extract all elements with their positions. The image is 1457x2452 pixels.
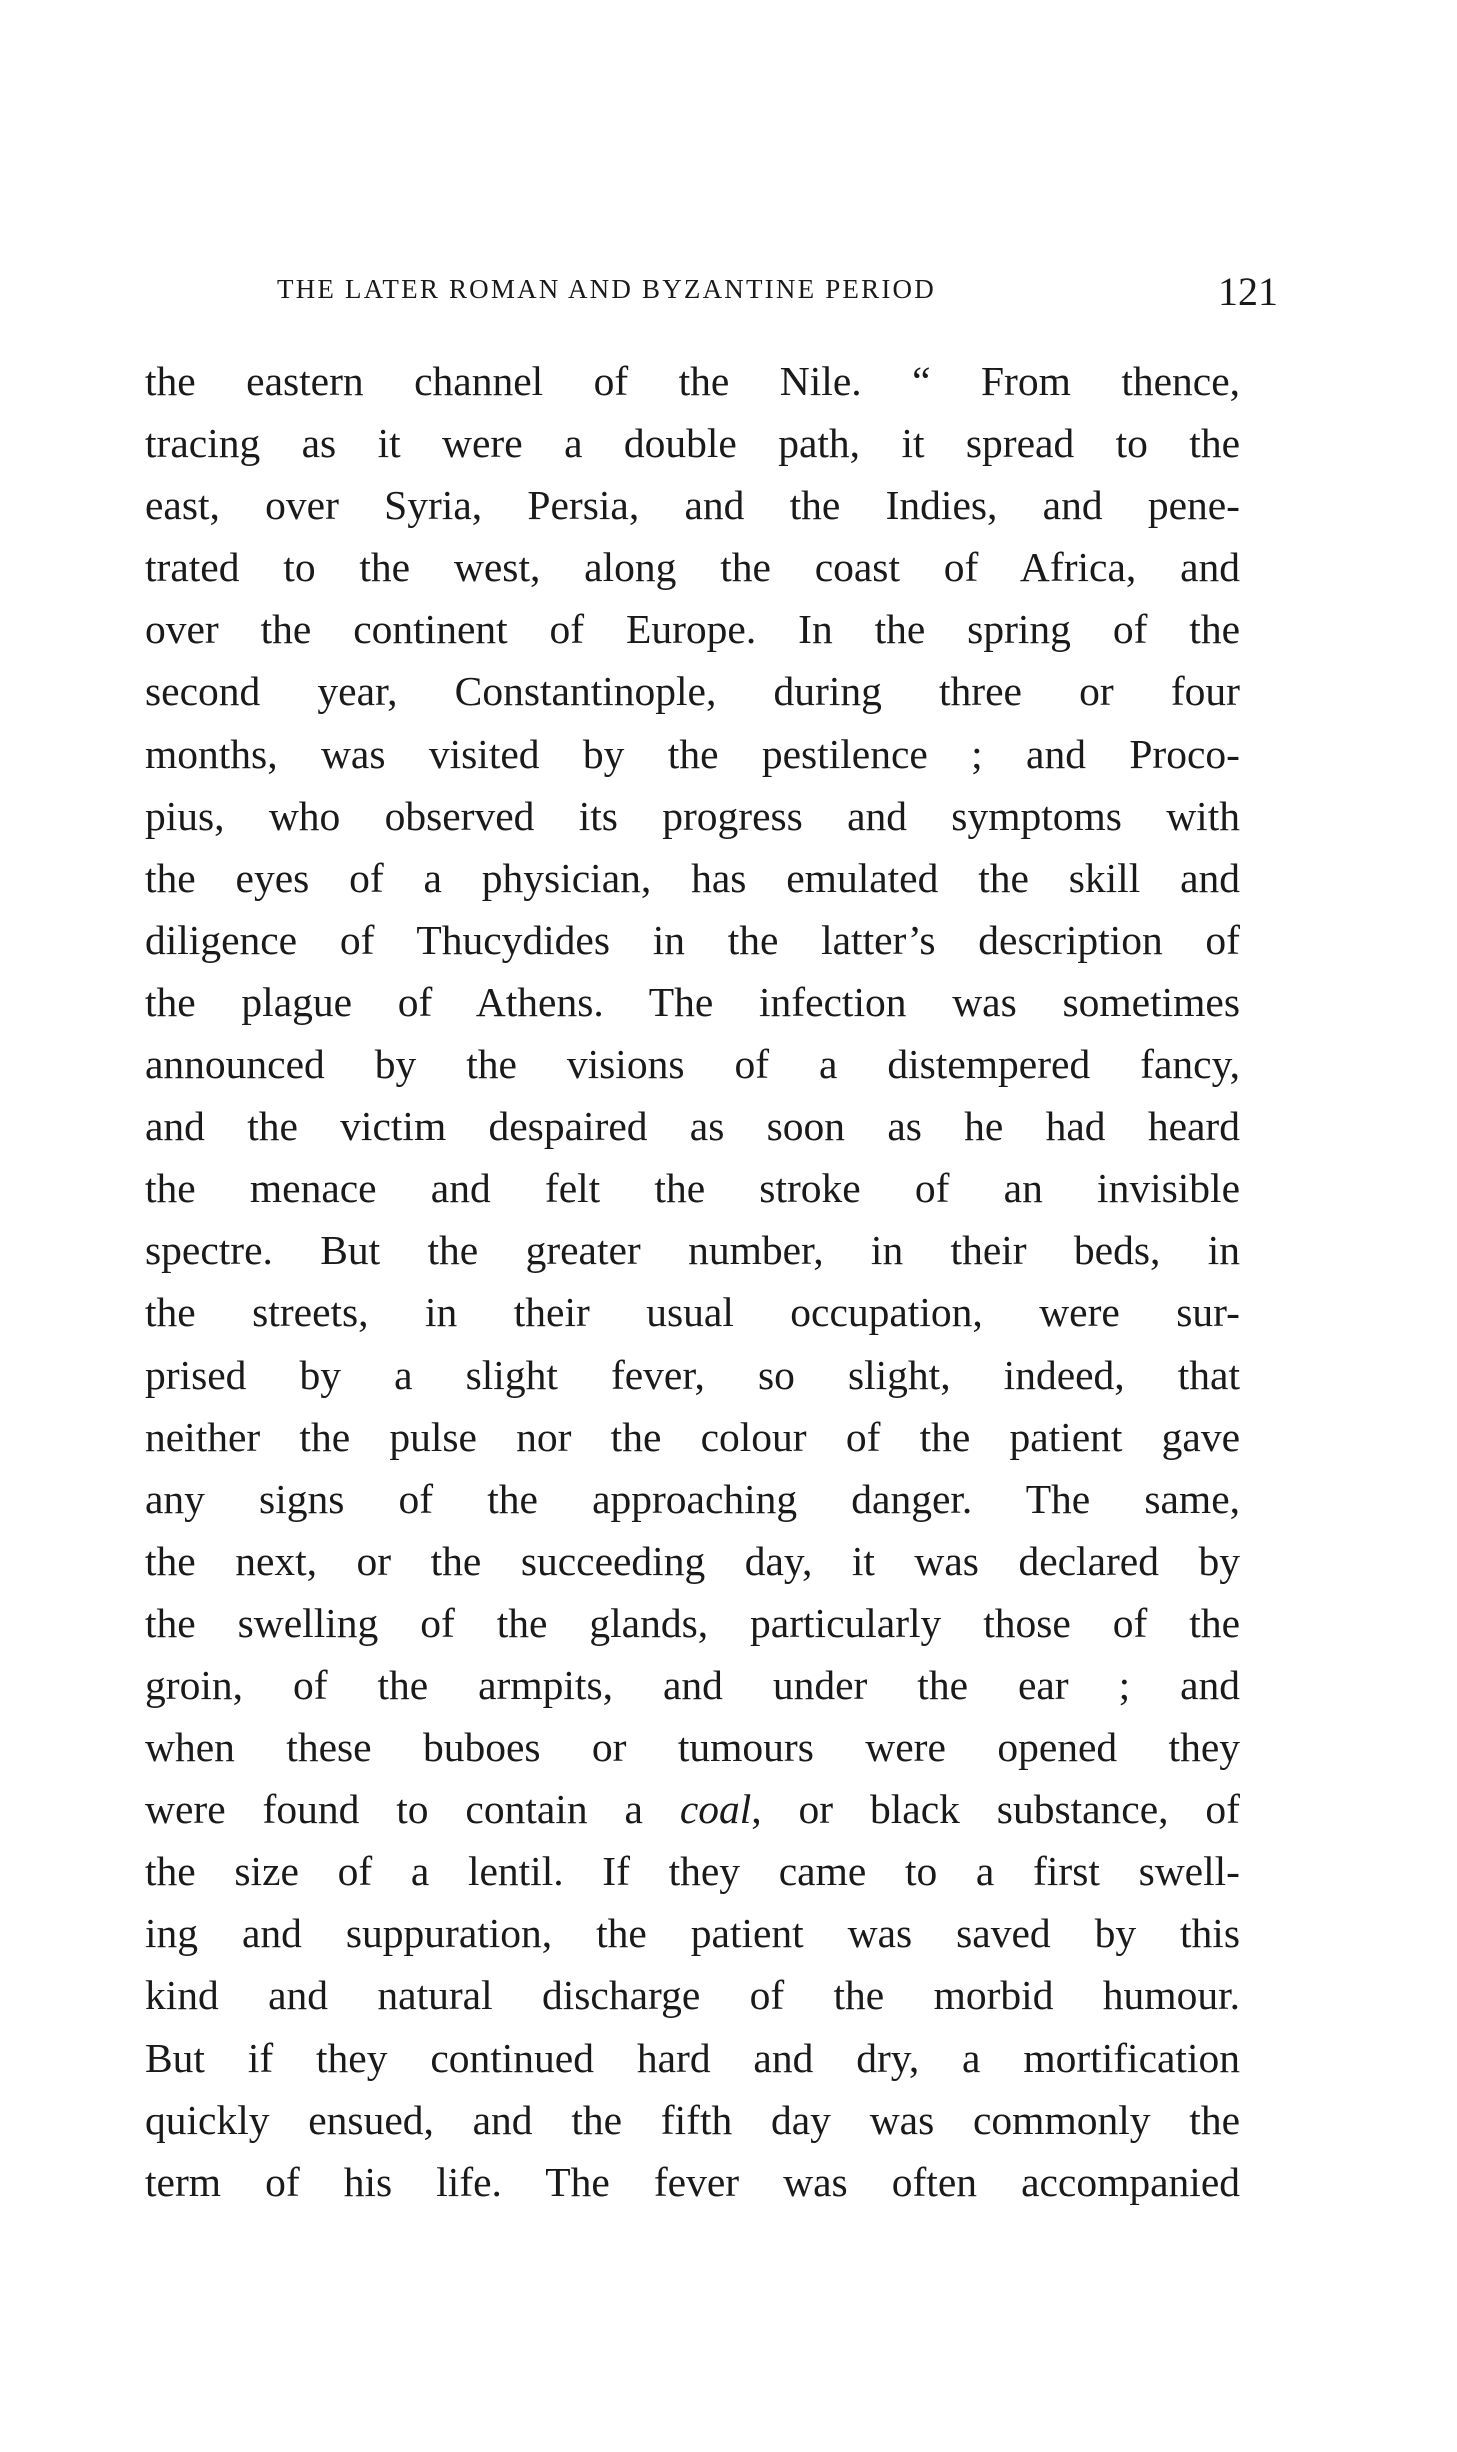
text-line-with-italic bbox=[145, 1778, 1240, 1840]
text-line: term of his life. The fever was often accompanied bbox=[145, 2158, 1240, 2205]
text-line: the eyes of a physician, has emulated the skill and bbox=[145, 854, 1240, 901]
text-line: ing and suppuration, the patient was saved by this bbox=[145, 1910, 1240, 1957]
text-line: the streets, in their usual occupation, were sur- bbox=[145, 1289, 1240, 1336]
text-line: when these buboes or tumours were opened they bbox=[145, 1724, 1240, 1771]
text-line: and the victim despaired as soon as he had heard bbox=[145, 1103, 1240, 1150]
text-line: the menace and felt the stroke of an invisible bbox=[145, 1165, 1240, 1212]
text-line: trated to the west, along the coast of Africa, and bbox=[145, 544, 1240, 591]
text-line: diligence of Thucydides in the latter’s description of bbox=[145, 916, 1240, 963]
text-line: the size of a lentil. If they came to a first swell- bbox=[145, 1848, 1240, 1895]
text-line: spectre. But the greater number, in their beds, in bbox=[145, 1227, 1240, 1274]
running-head bbox=[277, 268, 1278, 312]
page-number: 121 bbox=[1218, 269, 1278, 314]
text-segment: were found to contain a bbox=[145, 1786, 680, 1833]
text-line: the next, or the succeeding day, it was declared by bbox=[145, 1537, 1240, 1584]
text-line: tracing as it were a double path, it spread to the bbox=[145, 420, 1240, 467]
text-line: the eastern channel of the Nile. “ From thence, bbox=[145, 358, 1240, 404]
text-line: But if they continued hard and dry, a mortification bbox=[145, 2034, 1240, 2081]
text-line: announced by the visions of a distempered fancy, bbox=[145, 1041, 1240, 1088]
text-line: prised by a slight fever, so slight, indeed, that bbox=[145, 1351, 1240, 1398]
text-line: the swelling of the glands, particularly those of the bbox=[145, 1599, 1240, 1646]
text-line: quickly ensued, and the fifth day was commonly the bbox=[145, 2096, 1240, 2143]
text-line: months, was visited by the pestilence ; and Proco- bbox=[145, 730, 1240, 777]
text-line: any signs of the approaching danger. The same, bbox=[145, 1475, 1240, 1522]
italic-word: coal bbox=[679, 1786, 752, 1833]
text-segment: , or black substance, of bbox=[751, 1786, 1240, 1833]
text-line: second year, Constantinople, during three or four bbox=[145, 668, 1240, 715]
text-line: kind and natural discharge of the morbid humour. bbox=[145, 1972, 1240, 2019]
text-line: the plague of Athens. The infection was sometimes bbox=[145, 978, 1240, 1025]
running-title: THE LATER ROMAN AND BYZANTINE PERIOD bbox=[277, 274, 936, 304]
text-line: over the continent of Europe. In the spring of the bbox=[145, 606, 1240, 653]
text-line: east, over Syria, Persia, and the Indies, and pene- bbox=[145, 482, 1240, 529]
text-line: neither the pulse nor the colour of the patient gave bbox=[145, 1413, 1240, 1460]
text-line: pius, who observed its progress and symptoms with bbox=[145, 792, 1240, 839]
body-text bbox=[145, 350, 1240, 2213]
text-line: groin, of the armpits, and under the ear ; and bbox=[145, 1661, 1240, 1708]
